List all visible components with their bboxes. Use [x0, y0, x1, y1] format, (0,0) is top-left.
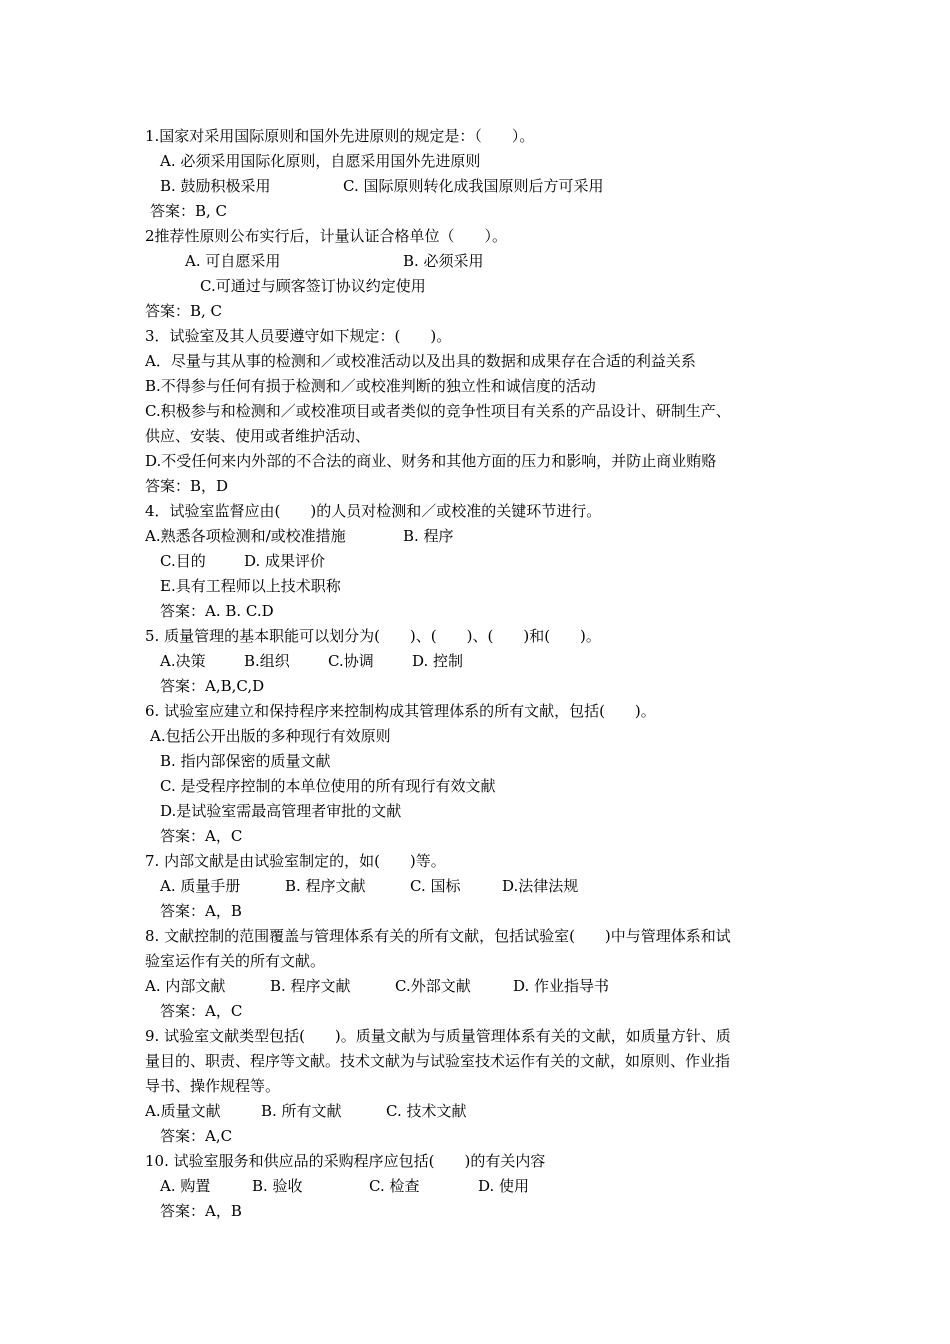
question-8-option-a: A. 内部文献: [145, 977, 226, 995]
question-4-options-ab: [145, 524, 815, 549]
question-7-option-b: B. 程序文献: [285, 877, 366, 895]
question-4-answer: 答案：A. B. C.D: [160, 602, 274, 620]
question-1-option-a: A. 必须采用国际化原则，自愿采用国外先进原则: [160, 152, 481, 170]
question-8-stem-line1: 8. 文献控制的范围覆盖与管理体系有关的所有文献，包括试验室( )中与管理体系和试: [145, 927, 731, 945]
question-10-option-c: C. 检查: [369, 1177, 420, 1195]
question-7-options: [145, 874, 815, 899]
question-10-stem: 10. 试验室服务和供应品的采购程序应包括( )的有关内容: [145, 1152, 546, 1170]
question-9-option-b: B. 所有文献: [261, 1102, 342, 1120]
question-8-options: [145, 974, 815, 999]
question-5-option-b: B.组织: [244, 652, 290, 670]
question-4-options-cd: [145, 549, 815, 574]
question-3-option-d: D.不受任何来内外部的不合法的商业、财务和其他方面的压力和影响，并防止商业贿赂: [145, 452, 717, 470]
question-list: [145, 124, 815, 1224]
question-8-option-d: D. 作业指导书: [513, 977, 610, 995]
question-2-option-a: A. 可自愿采用: [185, 252, 281, 270]
question-9-stem-line3: 导书、操作规程等。: [145, 1077, 281, 1095]
question-5-answer: 答案：A,B,C,D: [160, 677, 265, 695]
question-3-option-a: A．尽量与其从事的检测和／或校准活动以及出具的数据和成果存在合适的利益关系: [145, 352, 696, 370]
question-2-answer: 答案：B, C: [145, 302, 223, 320]
question-6-option-b: B. 指内部保密的质量文献: [160, 752, 331, 770]
question-9-stem-line2: 量目的、职责、程序等文献。技术文献为与试验室技术运作有关的文献，如原则、作业指: [145, 1052, 731, 1070]
question-1-option-b: B. 鼓励积极采用: [160, 177, 271, 195]
question-9-option-c: C. 技术文献: [386, 1102, 467, 1120]
question-9-option-a: A.质量文献: [145, 1102, 221, 1120]
question-10-option-b: B. 验收: [252, 1177, 303, 1195]
question-8-option-c: C.外部文献: [395, 977, 471, 995]
question-5-option-d: D. 控制: [412, 652, 464, 670]
question-1-answer: 答案：B, C: [150, 202, 228, 220]
question-1-stem: 1.国家对采用国际原则和国外先进原则的规定是：（ ）。: [145, 127, 535, 145]
question-8-stem-line2: 验室运作有关的所有文献。: [145, 952, 326, 970]
question-9-answer: 答案：A,C: [160, 1127, 233, 1145]
question-4-stem: 4．试验室监督应由( )的人员对检测和／或校准的关键环节进行。: [145, 502, 602, 520]
question-5-option-c: C.协调: [328, 652, 374, 670]
question-6-answer: 答案：A，C: [160, 827, 243, 845]
question-9-options: [145, 1099, 815, 1124]
question-9-stem-line1: 9. 试验室文献类型包括( )。质量文献为与质量管理体系有关的文献，如质量方针、质: [145, 1027, 731, 1045]
question-6-option-a: A.包括公开出版的多种现行有效原则: [150, 727, 391, 745]
question-5-stem: 5. 质量管理的基本职能可以划分为( )、( )、( )和( )。: [145, 627, 601, 645]
question-7-stem: 7. 内部文献是由试验室制定的，如( )等。: [145, 852, 446, 870]
question-3-option-c-line1: C.积极参与和检测和／或校准项目或者类似的竞争性项目有关系的产品设计、研制生产、: [145, 402, 731, 420]
question-4-option-e: E.具有工程师以上技术职称: [160, 577, 341, 595]
question-4-option-c: C.目的: [160, 552, 206, 570]
question-7-answer: 答案：A，B: [160, 902, 242, 920]
question-1-options-bc: [145, 174, 815, 199]
question-3-option-b: B.不得参与任何有损于检测和／或校准判断的独立性和诚信度的活动: [145, 377, 596, 395]
question-2-option-b: B. 必须采用: [403, 252, 484, 270]
question-4-option-d: D. 成果评价: [244, 552, 326, 570]
question-10-options: [145, 1174, 815, 1199]
question-8-option-b: B. 程序文献: [270, 977, 351, 995]
question-4-option-a: A.熟悉各项检测和/或校准措施: [145, 527, 346, 545]
question-1-option-c: C. 国际原则转化成我国原则后方可采用: [343, 177, 604, 195]
question-10-option-d: D. 使用: [478, 1177, 530, 1195]
question-2-stem: 2推荐性原则公布实行后，计量认证合格单位（ ）。: [145, 227, 508, 245]
question-6-option-c: C. 是受程序控制的本单位使用的所有现行有效文献: [160, 777, 496, 795]
question-5-option-a: A.决策: [160, 652, 206, 670]
question-7-option-a: A. 质量手册: [160, 877, 241, 895]
question-3-answer: 答案：B，D: [145, 477, 229, 495]
question-10-answer: 答案：A，B: [160, 1202, 242, 1220]
question-8-answer: 答案：A，C: [160, 1002, 243, 1020]
question-7-option-c: C. 国标: [410, 877, 461, 895]
question-2-option-c: C.可通过与顾客签订协议约定使用: [200, 277, 426, 295]
question-4-option-b: B. 程序: [403, 527, 454, 545]
question-6-stem: 6. 试验室应建立和保持程序来控制构成其管理体系的所有文献，包括( )。: [145, 702, 656, 720]
question-3-stem: 3．试验室及其人员要遵守如下规定：( )。: [145, 327, 452, 345]
question-2-options-ab: [145, 249, 815, 274]
question-7-option-d: D.法律法规: [502, 877, 579, 895]
question-10-option-a: A. 购置: [160, 1177, 211, 1195]
question-3-option-c-line2: 供应、安装、使用或者维护活动、: [145, 427, 371, 445]
question-5-options: [145, 649, 815, 674]
question-6-option-d: D.是试验室需最高管理者审批的文献: [160, 802, 402, 820]
